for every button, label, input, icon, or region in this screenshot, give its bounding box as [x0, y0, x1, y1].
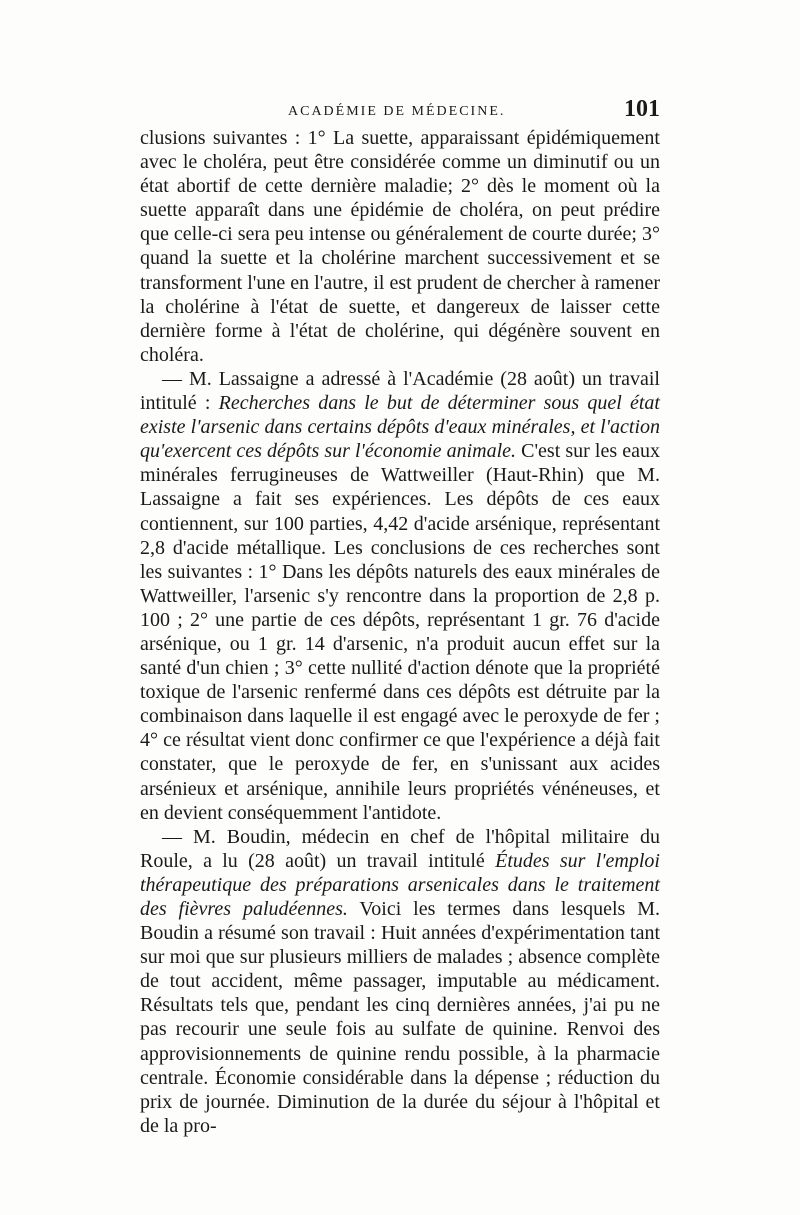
body-text [140, 126, 660, 1138]
paragraph-text: — M. Boudin, médecin en chef de l'hôpital militaire du Roule, a lu (28 août) un travail intitulé [140, 825, 660, 872]
work-title-italic: Études sur l'emploi thérapeutique des préparations arsenicales dans le traitement des fièvres paludéennes. [140, 849, 660, 920]
paragraph-lassaigne [140, 367, 660, 825]
page-number: 101 [624, 96, 660, 122]
paragraph-text: C'est sur les eaux minérales ferrugineuses de Wattweiller (Haut-Rhin) que M. Lassaigne a fait ses expériences. Les dépôts de ces eaux contiennent, sur 100 parties, 4,42 d'acide arsénique, représentant 2,8 d'acide métallique. Les conclusions de ces recherches sont les suivantes : 1° Dans les dépôts naturels des eaux minérales de Wattweiller, l'arsenic s'y rencontre dans la proportion de 2,8 p. 100 ; 2° une partie de ces dépôts, représentant 1 gr. 76 d'acide arsénique, ou 1 gr. 14 d'arsenic, n'a produit aucun effet sur la santé d'un chien ; 3° cette nullité d'action dénote que la propriété toxique de l'arsenic renfermé dans ces dépôts est détruite par la combinaison dans laquelle il est engagé avec le peroxyde de fer ; 4° ce résultat vient donc confirmer ce que l'expérience a déjà fait constater, que le peroxyde de fer, en s'unissant aux acides arsénieux et arsénique, annihile leurs propriétés vénéneuses, et en devient conséquemment l'antidote. [140, 440, 660, 824]
paragraph-text: clusions suivantes : 1° La suette, apparaissant épidémiquement avec le choléra, peut être considérée comme un diminutif ou un état abortif de cette dernière maladie; 2° dès le moment où la suette apparaît dans une épidémie de choléra, on peut prédire que celle-ci sera peu intense ou généralement de courte durée; 3° quand la suette et la cholérine marchent successivement et se transforment l'une en l'autre, il est prudent de chercher à ramener la cholérine à l'état de suette, et dangereux de laisser cette dernière forme à l'état de cholérine, qui dégénère souvent en choléra. [140, 127, 660, 366]
paragraph-text: Voici les termes dans lesquels M. Boudin a résumé son travail : Huit années d'expérimentation tant sur moi que sur plusieurs milliers de malades ; absence complète de tout accident, même passager, imputable au médicament. Résultats tels que, pendant les cinq dernières années, j'ai pu ne pas recourir une seule fois au sulfate de quinine. Renvoi des approvisionnements de quinine rendu possible, à la pharmacie centrale. Économie considérable dans la dépense ; réduction du prix de journée. Diminution de la durée du séjour à l'hôpital et de la pro- [140, 898, 660, 1137]
paragraph-suette-conclusions [140, 126, 660, 367]
running-title: ACADÉMIE DE MÉDECINE. [288, 104, 506, 119]
paragraph-text: — M. Lassaigne a adressé à l'Académie (28 août) un travail intitulé : [140, 367, 660, 415]
work-title-italic: Recherches dans le but de déterminer sous quel état existe l'arsenic dans certains dépôts d'eaux minérales, et l'action qu'exercent ces dépôts sur l'économie animale. [140, 392, 660, 463]
running-head [140, 96, 660, 126]
paragraph-boudin [140, 825, 660, 1138]
